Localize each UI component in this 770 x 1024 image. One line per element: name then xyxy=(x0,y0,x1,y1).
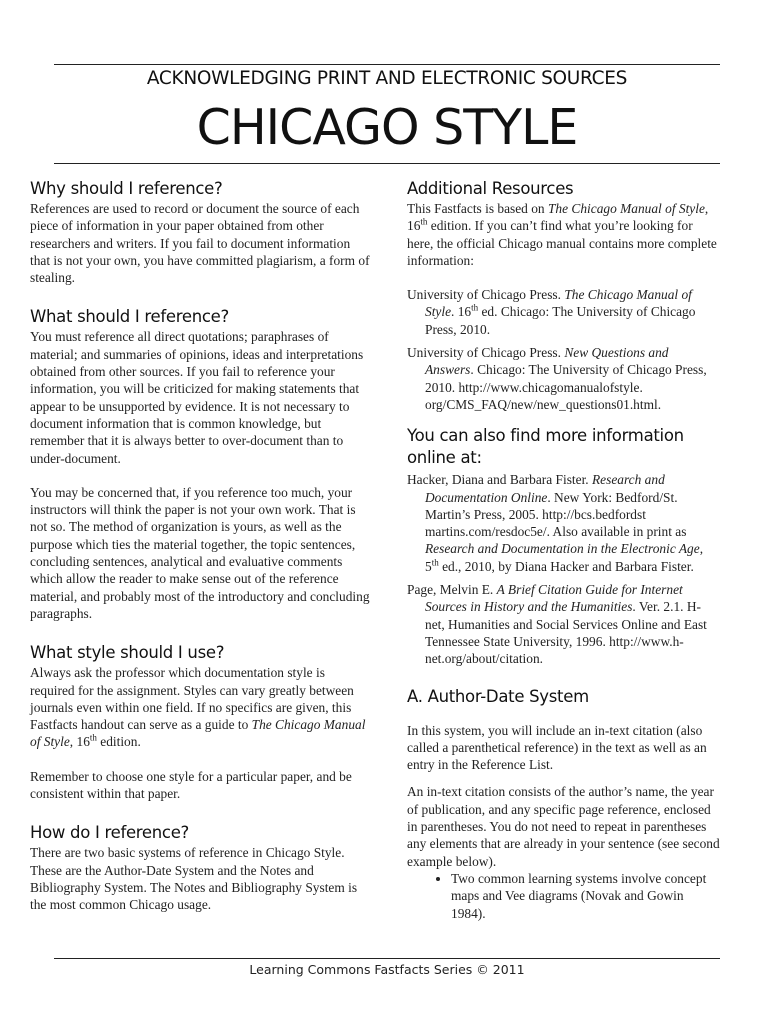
style-text: Always ask the professor which documentation style is required for the assignment. Styles can vary greatly between journals even within one field. If no specifics are given, this Fastfacts handout can serve as a guide to The Chicago Manual of Style, 16th edition. xyxy=(30,665,366,750)
why-text: References are used to record or document the source of each piece of information in your paper obtained from other researchers and writers. If you fail to document information that is not your own, you have committed plagiarism, a form of stealing. xyxy=(30,201,370,286)
list-item: • Two common learning systems involve concept maps and Vee diagrams (Novak and Gowin 1984). xyxy=(451,870,720,922)
reference-entry: University of Chicago Press. New Questions and Answers. Chicago: The University of Chicago Press, 2010. http://www.chicagomanualofstyle. org/CMS_FAQ/new/new_questions01.html. xyxy=(407,345,707,412)
header-rule xyxy=(54,163,720,164)
author-text-1: In this system, you will include an in-text citation (also called a parenthetical reference) in the text as well as an entry in the Reference List. xyxy=(407,722,707,773)
additional-heading: Additional Resources xyxy=(407,179,574,198)
reference-entry: Hacker, Diana and Barbara Fister. Research and Documentation Online. New York: Bedford/St. Martin’s Press, 2005. http://bcs.bedfordst martins.com/resdoc5e/. Also available in print as Research and Documentation in the Electronic Age, 5th ed., 2010, by Diana Hacker and Barbara Fister. xyxy=(407,472,704,574)
footer-text: Learning Commons Fastfacts Series © 2011 xyxy=(249,962,525,977)
example-list xyxy=(407,870,720,922)
why-heading: Why should I reference? xyxy=(30,179,223,198)
how-text: There are two basic systems of reference in Chicago Style. These are the Author-Date System and the Notes and Bibliography System. The Notes and Bibliography System is the most common Chicago usage. xyxy=(30,845,358,913)
left-column xyxy=(30,178,370,914)
how-heading: How do I reference? xyxy=(30,823,190,843)
online-heading: You can also find more information online at: xyxy=(407,426,684,468)
what-text-1: You must reference all direct quotations; paraphrases of material; and summaries of opinions, ideas and interpretations obtained from other sources. If you fail to reference your information, you will be criticized for making statements that appear to be unsupported by evidence. It is not necessary to document information that is common knowledge, but remember that it is always better to over-document than to under-document. xyxy=(30,329,364,466)
super-title: ACKNOWLEDGING PRINT AND ELECTRONIC SOURCES xyxy=(146,68,628,89)
author-date-heading: A. Author-Date System xyxy=(407,686,589,706)
footer-rule xyxy=(54,958,720,959)
style-text-2: Remember to choose one style for a particular paper, and be consistent within that paper. xyxy=(30,768,352,802)
page-title: CHICAGO STYLE xyxy=(196,99,578,156)
right-column xyxy=(407,178,720,922)
what-text-2: You may be concerned that, if you reference too much, your instructors will think the paper is not your own work. That is not so. The method of organization is yours, as well as the purpose which ties the material together, the topic sentences, concluding sentences, analytical and evaluative comments which allow the reader to make sense out of the reference material, and probably most of the introductory and concluding paragraphs. xyxy=(30,484,370,621)
style-heading: What style should I use? xyxy=(30,643,225,663)
additional-text: This Fastfacts is based on The Chicago Manual of Style, 16th edition. If you can’t find what you’re looking for here, the official Chicago manual contains more complete information: xyxy=(407,201,717,268)
what-heading: What should I reference? xyxy=(30,307,229,327)
reference-entry: Page, Melvin E. A Brief Citation Guide for Internet Sources in History and the Humanities. Ver. 2.1. H-net, Humanities and Social Services Online and East Tennessee State University, 1996. http://www.h-net.org/about/citation. xyxy=(407,582,707,667)
top-rule xyxy=(54,64,720,65)
author-text-2: An in-text citation consists of the author’s name, the year of publication, and any specific page reference, enclosed in parentheses. You do not need to repeat in parentheses any elements that are already in your sentence (see second example below). xyxy=(407,784,720,869)
reference-entry: University of Chicago Press. The Chicago Manual of Style. 16th ed. Chicago: The University of Chicago Press, 2010. xyxy=(407,287,696,337)
